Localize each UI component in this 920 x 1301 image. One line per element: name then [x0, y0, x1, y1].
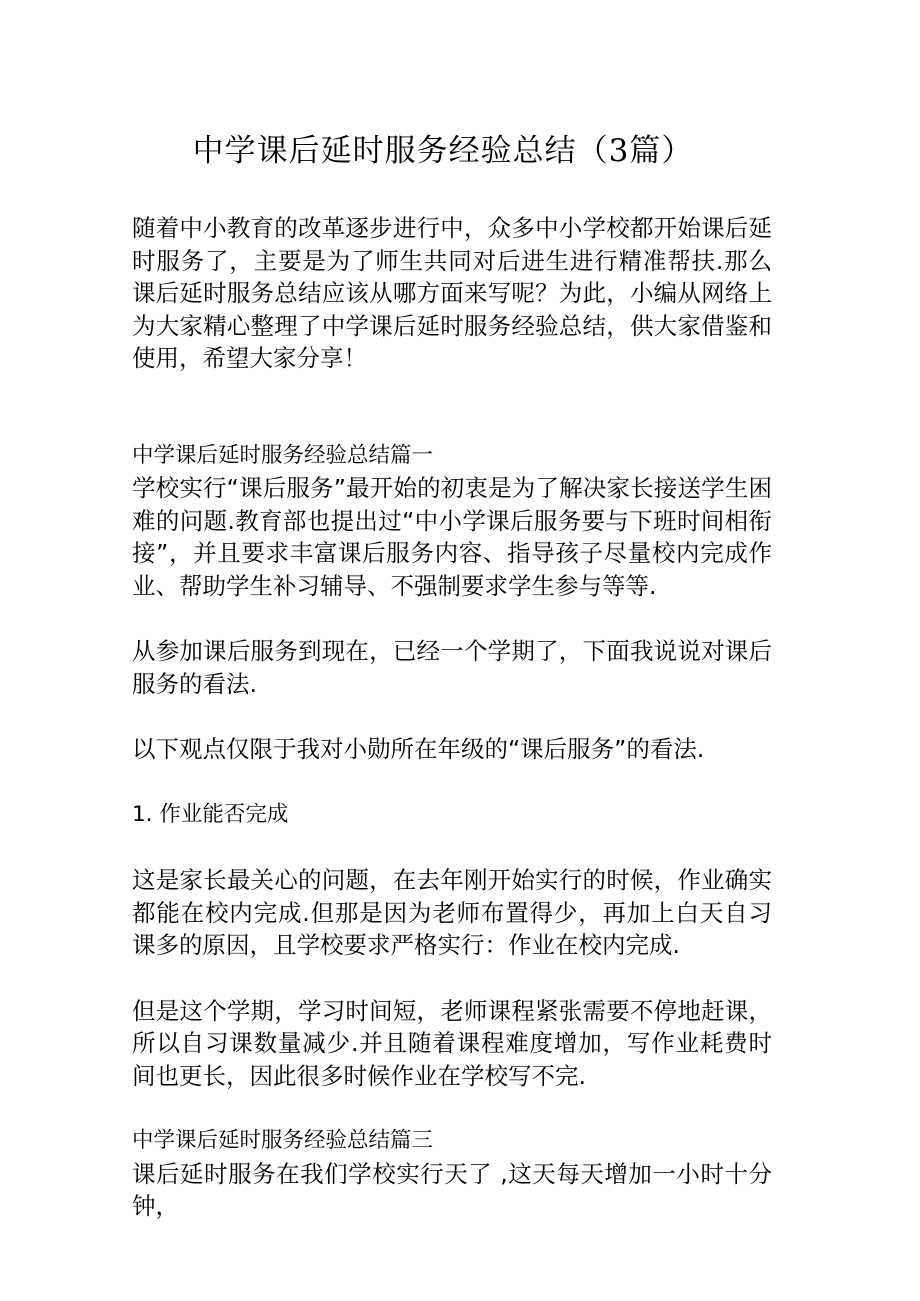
- intro-paragraph: 随着中小教育的改革逐步进行中，众多中小学校都开始课后延时服务了，主要是为了师生共同对后进生进行精准帮扶.那么课后延时服务总结应该从哪方面来写呢？为此，小编从网络上为大家精心整理了中学课后延时服务经验总结，供大家借鉴和使用，希望大家分享！: [132, 214, 772, 372]
- spacer: [132, 700, 772, 733]
- section3-paragraph-1: 课后延时服务在我们学校实行天了 ,这天每天增加一小时十分钟，: [132, 1159, 772, 1220]
- document-title: 中学课后延时服务经验总结（3篇）: [192, 133, 694, 169]
- spacer: [132, 375, 772, 440]
- section1-paragraph-1: 学校实行“课后服务”最开始的初衷是为了解决家长接送学生困难的问题.教育部也提出过“中小学课后服务要与下班时间相衔接”，并且要求丰富课后服务内容、指导孩子尽量校内完成作业、帮助学生补习辅导、不强制要求学生参与等等.: [132, 474, 772, 600]
- section1-paragraph-3: 以下观点仅限于我对小勋所在年级的“课后服务”的看法.: [132, 735, 705, 763]
- spacer: [132, 962, 772, 995]
- spacer: [132, 1092, 772, 1125]
- spacer: [132, 831, 772, 864]
- point1-paragraph-1: 这是家长最关心的问题，在去年刚开始实行的时候，作业确实都能在校内完成.但那是因为老师布置得少，再加上白天自习课多的原因，且学校要求严格实行：作业在校内完成.: [132, 866, 772, 959]
- point-heading-1: 1. 作业能否完成: [132, 801, 289, 827]
- point1-paragraph-2: 但是这个学期，学习时间短，老师课程紧张需要不停地赶课，所以自习课数量减少.并且随着课程难度增加，写作业耗费时间也更长，因此很多时候作业在学校写不完.: [132, 996, 772, 1090]
- section-heading-1: 中学课后延时服务经验总结篇一: [132, 442, 434, 468]
- spacer: [132, 602, 772, 635]
- section-heading-3: 中学课后延时服务经验总结篇三: [132, 1128, 434, 1153]
- spacer: [132, 766, 772, 799]
- section1-paragraph-2: 从参加课后服务到现在，已经一个学期了，下面我说说对课后服务的看法.: [132, 637, 772, 698]
- document-body: [132, 212, 772, 1223]
